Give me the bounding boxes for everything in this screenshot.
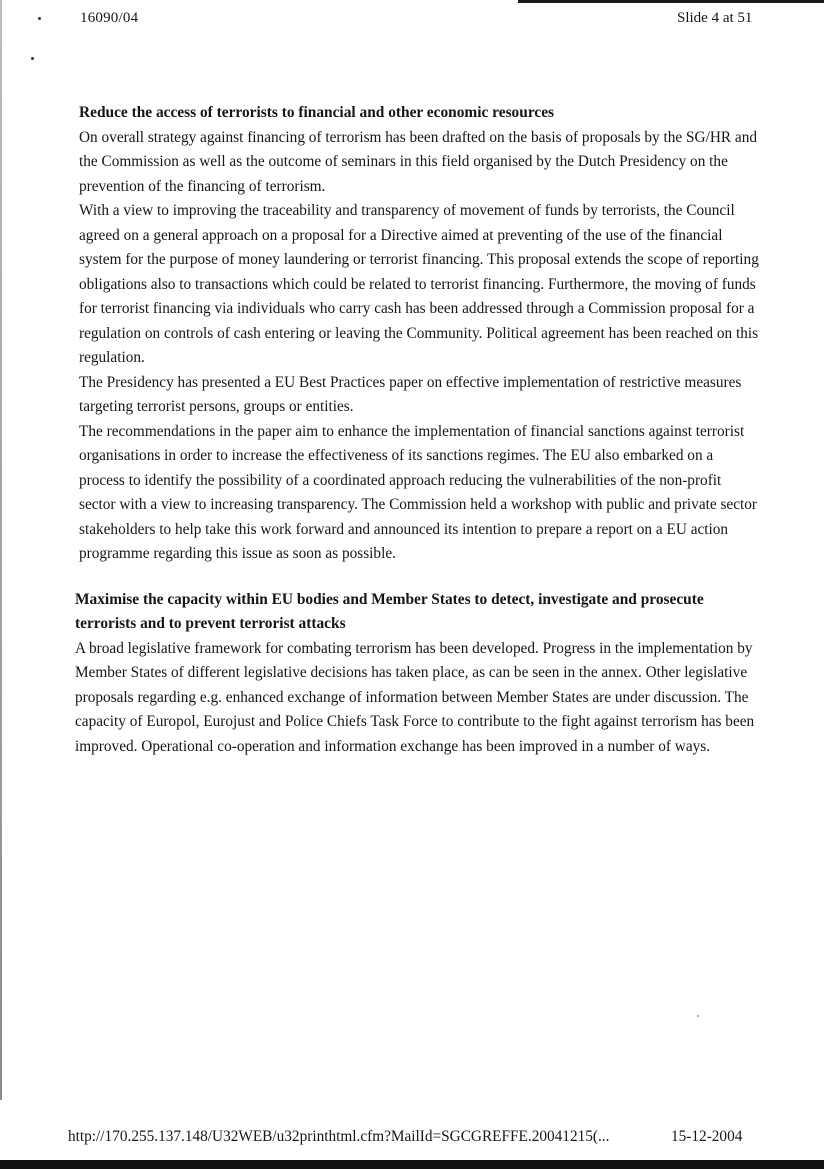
scan-border-top	[518, 0, 824, 3]
scan-speck	[697, 1015, 699, 1017]
footer-date: 15-12-2004	[671, 1128, 743, 1145]
paragraph: The recommendations in the paper aim to enhance the implementation of financial sanctions against terrorist organisations in order to increase the effectiveness of its sanctions regimes. The EU also embarked on a process to identify the possibility of a coordinated approach reducing the vulnerabilities of the non-profit sector with a view to increasing transparency. The Commission held a workshop with public and private sector stakeholders to help take this work forward and announced its intention to prepare a report on a EU action programme regarding this issue as soon as possible.	[79, 422, 757, 562]
scan-speck	[31, 57, 34, 60]
scan-speck	[38, 17, 41, 20]
paragraph: With a view to improving the traceability and transparency of movement of funds by terrorists, the Council agreed on a general approach on a proposal for a Directive aimed at preventing of the use of the financial system for the purpose of money laundering or terrorist financing. This proposal extends the scope of reporting obligations also to transactions which could be related to terrorist financing. Furthermore, the moving of funds for terrorist financing via individuals who carry cash has been addressed through a Commission proposal for a regulation on controls of cash entering or leaving the Community. Political agreement has been reached on this regulation.	[79, 202, 759, 366]
paragraph: A broad legislative framework for combating terrorism has been developed. Progress in the implementation by Member States of different legislative decisions has taken place, as can be seen in the annex. Other legislative proposals regarding e.g. enhanced exchange of information between Member States are under discussion. The capacity of Europol, Eurojust and Police Chiefs Task Force to contribute to the fight against terrorism has been improved. Operational co-operation and information exchange has been improved in a number of ways.	[75, 639, 755, 755]
page-number: Slide 4 at 51	[677, 10, 753, 26]
scan-border-left	[0, 0, 2, 1100]
document-reference: 16090/04	[80, 10, 139, 26]
section-financial-resources	[79, 101, 759, 567]
document-body	[75, 101, 759, 759]
paragraph: The Presidency has presented a EU Best Practices paper on effective implementation of restrictive measures targeting terrorist persons, groups or entities.	[79, 373, 742, 415]
footer-url: http://170.255.137.148/U32WEB/u32printhtml.cfm?MailId=SGCGREFFE.20041215(...	[68, 1128, 610, 1145]
section-heading: Reduce the access of terrorists to financial and other economic resources	[79, 104, 555, 121]
scan-border-bottom	[0, 1160, 824, 1169]
section-heading: Maximise the capacity within EU bodies and Member States to detect, investigate and prosecute terrorists and to prevent terrorist attacks	[75, 590, 704, 632]
section-capacity	[75, 588, 759, 760]
paragraph: On overall strategy against financing of terrorism has been drafted on the basis of proposals by the SG/HR and the Commission as well as the outcome of seminars in this field organised by the Dutch Presidency on the prevention of the financing of terrorism.	[79, 128, 757, 195]
